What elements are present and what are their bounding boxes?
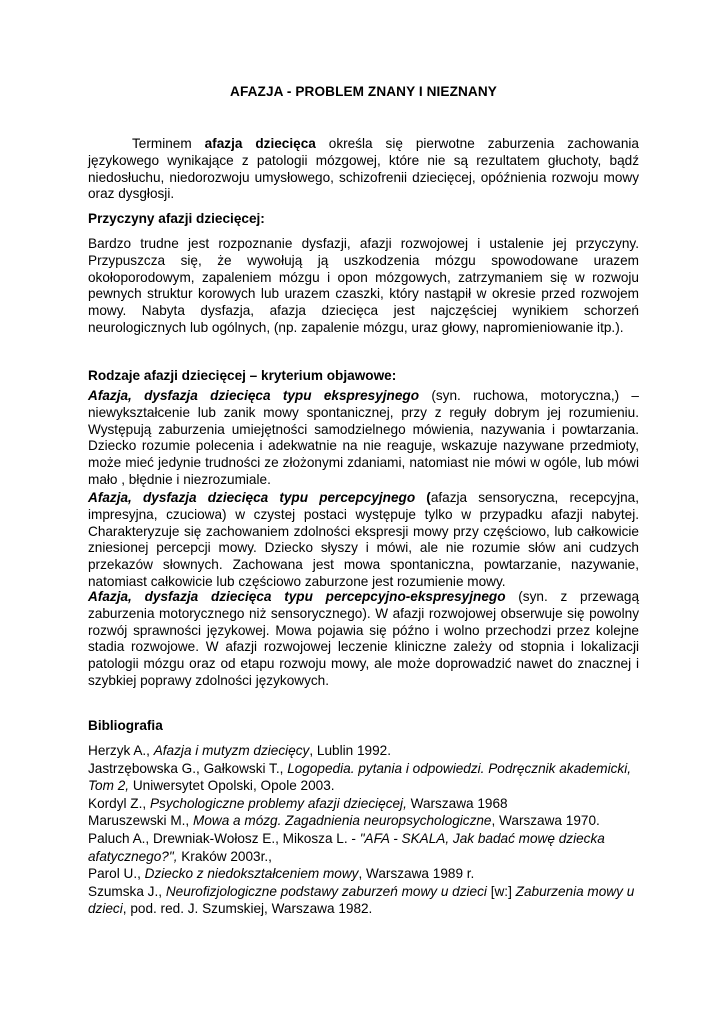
causes-paragraph: Bardzo trudne jest rozpoznanie dysfazji, afazji rozwojowej i ustalenie jej przyczyny. Przypuszcza się, że wywołują ją uszkodzenia mózgu spowodowane urazem okołoporodowym, zapaleniem mózgu i opon mózgowych, zatrzymaniem się w rozwoju pewnych struktur korowych lub urazem czaszki, który nastąpił w okresie przed rozwojem mowy. Nabyta dysfazja, afazja dziecięca jest najczęściej wynikiem schorzeń neurologicznych lub ogólnych, (np. zapalenie mózgu, uraz głowy, napromieniowanie itp.). [88, 236, 639, 335]
expressive-paragraph [88, 388, 639, 489]
bib-entry: Parol U., Dziecko z niedokształceniem mowy, Warszawa 1989 r. [88, 866, 475, 882]
causes-heading: Przyczyny afazji dziecięcej: [88, 211, 265, 226]
expressive-text: (syn. ruchowa, motoryczna,) – niewykształcenie lub zanik mowy spontanicznej, przy z reguły dobrym jej rozumieniu. Występują zaburzenia umiejętności samodzielnego mówienia, nazywania i powtarzania. Dziecko rozumie polecenia i adekwatnie na nie reaguje, wskazuje nazywane przedmioty, może mieć jedynie trudności ze złożonymi zdaniami, natomiast nie mówi w ogóle, lub mówi mało , błędnie i niezrozumiale. [88, 388, 639, 487]
perceptive-label: Afazja, dysfazja dziecięca typu percepcyjnego [88, 490, 416, 505]
intro-term: afazja dziecięca [204, 136, 316, 151]
bib-entry: Kordyl Z., Psychologiczne problemy afazji dziecięcej, Warszawa 1968 [88, 795, 508, 811]
perceptive-paragraph [88, 490, 639, 591]
mixed-label: Afazja, dysfazja dziecięca typu percepcyjno-ekspresyjnego [88, 589, 506, 604]
intro-rest: określa się pierwotne zaburzenia zachowania językowego wynikające z patologii mózgowej, które nie są rezultatem głuchoty, bądź niedosłuchu, niedorozwoju umysłowego, schizofrenii dziecięcej, opóźnienia rozwoju mowy oraz dysgłosji. [88, 136, 639, 202]
bib-entry: Szumska J., Neurofizjologiczne podstawy zaburzeń mowy u dzieci [w:] Zaburzenia mowy u dzieci, pod. red. J. Szumskiej, Warszawa 1982. [88, 883, 635, 917]
expressive-label: Afazja, dysfazja dziecięca typu ekspresyjnego [88, 388, 420, 403]
document-title: AFAZJA - PROBLEM ZNANY I NIEZNANY [230, 84, 497, 99]
intro-lead: Terminem [132, 136, 205, 151]
bib-entry: Jastrzębowska G., Gałkowski T., Logopedia. pytania i odpowiedzi. Podręcznik akademicki, Tom 2, Uniwersytet Opolski, Opole 2003. [88, 760, 632, 794]
perceptive-paren: ( [415, 490, 431, 505]
bibliography-list [88, 742, 639, 918]
bibliography-heading: Bibliografia [88, 718, 163, 733]
bib-entry: Herzyk A., Afazja i mutyzm dziecięcy, Lublin 1992. [88, 743, 391, 758]
bib-entry: Paluch A., Drewniak-Wołosz E., Mikosza L. - "AFA - SKALA, Jak badać mowę dziecka afatycznego?", Kraków 2003r., [88, 830, 605, 864]
types-heading: Rodzaje afazji dziecięcej – kryterium objawowe: [88, 368, 397, 383]
intro-paragraph [88, 136, 639, 203]
mixed-paragraph [88, 589, 639, 690]
perceptive-text: afazja sensoryczna, recepcyjna, impresyjna, czuciowa) w czystej postaci występuje tylko w przypadku afazji nabytej. Charakteryzuje się zachowaniem zdolności ekspresji mowy przy częściowo, lub całkowicie zniesionej percepcji mowy. Dziecko słyszy i mówi, ale nie rozumie słów ani cudzych przekazów słownych. Zachowana jest mowa spontaniczna, powtarzanie, nazywanie, natomiast całkowicie lub częściowo zaburzone jest rozumienie mowy. [88, 490, 639, 589]
bib-entry: Maruszewski M., Mowa a mózg. Zagadnienia neuropsychologiczne, Warszawa 1970. [88, 813, 600, 829]
mixed-text: (syn. z przewagą zaburzenia motorycznego niż sensorycznego). W afazji rozwojowej obserwuje się powolny rozwój sprawności językowej. Mowa pojawia się późno i wolno przechodzi przez kolejne stadia rozwojowe. W afazji rozwojowej leczenie kliniczne zależy od stopnia i lokalizacji patologii mózgu oraz od etapu rozwoju mowy, ale może doprowadzić nawet do znacznej i szybkiej poprawy zdolności językowych. [88, 589, 639, 688]
